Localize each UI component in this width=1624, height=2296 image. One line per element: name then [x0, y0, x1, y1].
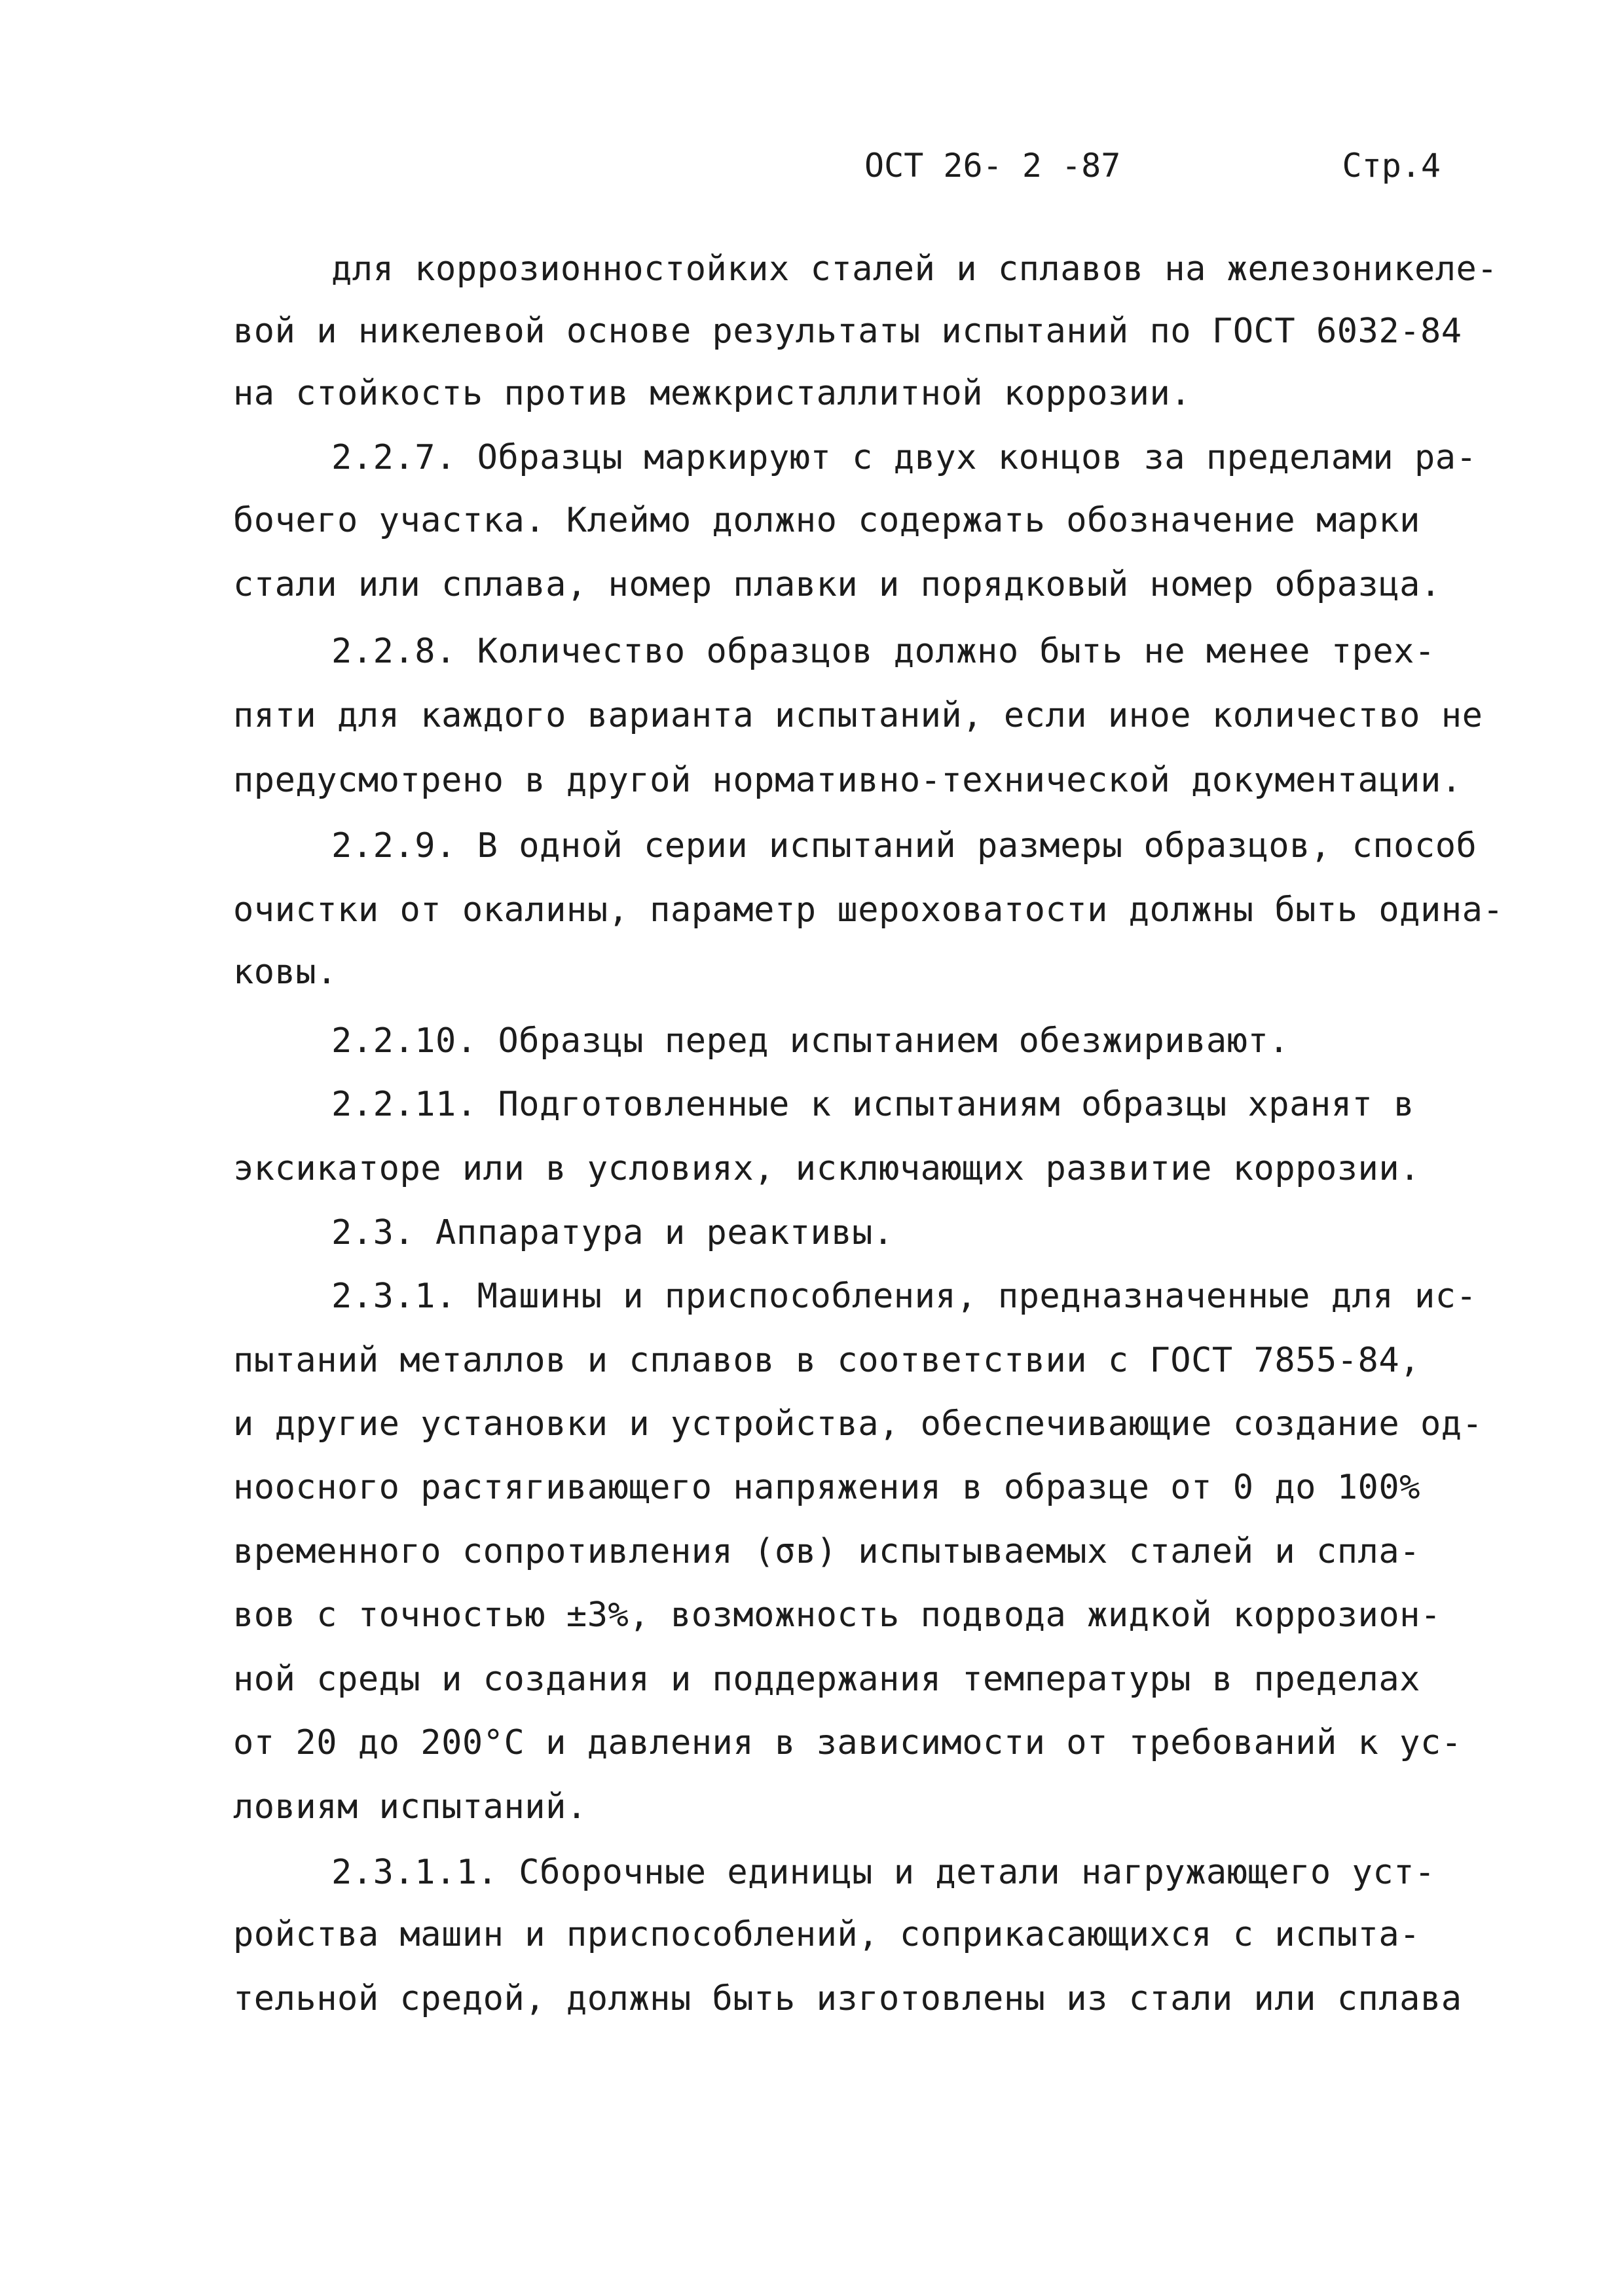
text-line: для коррозионностойких сталей и сплавов на железоникеле-	[331, 249, 1498, 289]
text-line: стали или сплава, номер плавки и порядковый номер образца.	[233, 565, 1441, 604]
text-line: пяти для каждого варианта испытаний, если иное количество не	[233, 696, 1483, 735]
text-line: от 20 до 200°С и давления в зависимости от требований к ус-	[233, 1723, 1462, 1762]
text-line: 2.2.11. Подготовленные к испытаниям образцы хранят в	[331, 1085, 1414, 1124]
text-line: 2.2.10. Образцы перед испытанием обезжиривают.	[331, 1021, 1290, 1061]
text-line: на стойкость против межкристаллитной коррозии.	[233, 374, 1192, 413]
document-code: ОСТ 26- 2 -87	[864, 147, 1121, 185]
text-line: и другие установки и устройства, обеспечивающие создание од-	[233, 1404, 1483, 1444]
text-line: вов с точностью ±3%, возможность подвода жидкой коррозион-	[233, 1595, 1441, 1635]
page-header	[864, 143, 1441, 189]
text-line: очистки от окалины, параметр шероховатости должны быть одина-	[233, 890, 1504, 930]
text-line: пытаний металлов и сплавов в соответствии с ГОСТ 7855-84,	[233, 1341, 1420, 1380]
text-line: 2.2.9. В одной серии испытаний размеры образцов, способ	[331, 826, 1477, 866]
text-line: 2.2.7. Образцы маркируют с двух концов за пределами ра-	[331, 438, 1477, 477]
text-line: ковы.	[233, 953, 338, 992]
text-line: предусмотрено в другой нормативно-технической документации.	[233, 761, 1462, 800]
text-line: эксикаторе или в условиях, исключающих развитие коррозии.	[233, 1149, 1420, 1188]
text-line: 2.3. Аппаратура и реактивы.	[331, 1213, 894, 1252]
text-line: ройства машин и приспособлений, соприкасающихся с испыта-	[233, 1915, 1420, 1954]
text-line: 2.3.1.1. Сборочные единицы и детали нагружающего уст-	[331, 1853, 1435, 1892]
text-line: ноосного растягивающего напряжения в образце от 0 до 100%	[233, 1468, 1420, 1507]
text-line: временного сопротивления (σв) испытываемых сталей и спла-	[233, 1532, 1420, 1571]
text-line: ной среды и создания и поддержания температуры в пределах	[233, 1660, 1420, 1699]
text-line: бочего участка. Клеймо должно содержать обозначение марки	[233, 501, 1420, 540]
text-line: вой и никелевой основе результаты испытаний по ГОСТ 6032-84	[233, 312, 1462, 351]
text-line: ловиям испытаний.	[233, 1787, 587, 1827]
text-line: тельной средой, должны быть изготовлены из стали или сплава	[233, 1979, 1462, 2018]
text-line: 2.2.8. Количество образцов должно быть не менее трех-	[331, 632, 1435, 671]
page-number: Стр.4	[1342, 147, 1441, 185]
text-line: 2.3.1. Машины и приспособления, предназначенные для ис-	[331, 1277, 1477, 1316]
